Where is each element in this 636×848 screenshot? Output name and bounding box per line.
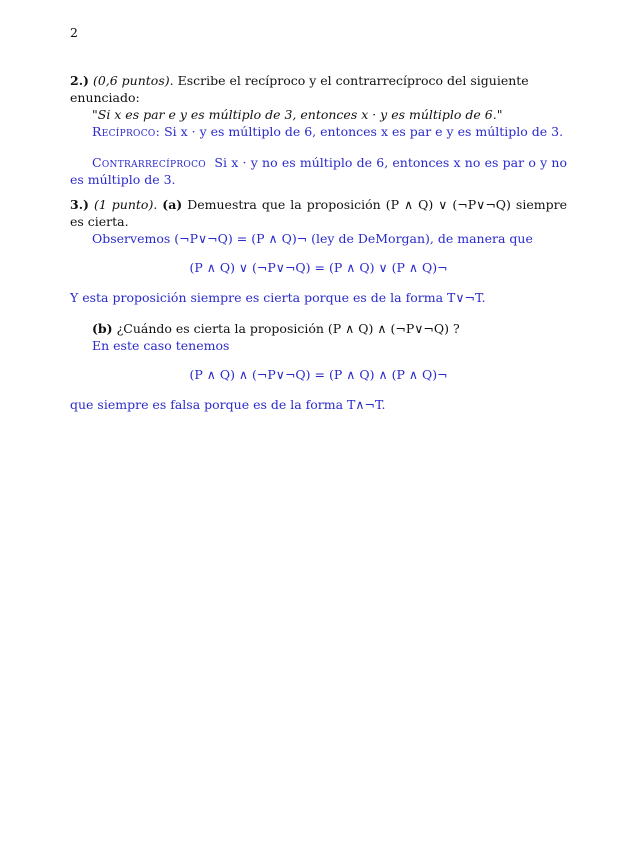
- reciproco-text: Si x · y es múltiplo de 6, entonces x es par e y es múltiplo de 3.: [164, 124, 564, 139]
- equation-1: (P ∧ Q) ∨ (¬P∨¬Q) = (P ∧ Q) ∨ (P ∧ Q)¬: [189, 260, 448, 275]
- equation-2: (P ∧ Q) ∧ (¬P∨¬Q) = (P ∧ Q) ∧ (P ∧ Q)¬: [189, 367, 448, 382]
- page-number: 2: [70, 25, 78, 40]
- contrarreciproco-answer: [70, 154, 567, 188]
- question-2-quote-text: "Si x es par e y es múltiplo de 3, entonces x · y es múltiplo de 6.": [92, 107, 503, 122]
- question-2-points: (0,6 puntos).: [92, 73, 174, 88]
- observation: Observemos (¬P∨¬Q) = (P ∧ Q)¬ (ley de DeMorgan), de manera que: [92, 231, 533, 246]
- part-b-label: (b): [92, 321, 113, 336]
- part-b-text: ¿Cuándo es cierta la proposición (P ∧ Q) ∧ (¬P∨¬Q) ?: [116, 321, 460, 336]
- case-text: En este caso tenemos: [92, 338, 230, 353]
- question-2: [70, 72, 567, 106]
- question-2-label: 2.): [70, 73, 89, 88]
- page-content: [70, 72, 567, 413]
- reciproco-label: Recíproco:: [92, 124, 161, 139]
- part-b: [70, 320, 567, 337]
- conclusion-a: Y esta proposición siempre es cierta porque es de la forma T∨¬T.: [70, 290, 486, 305]
- question-2-statement: Escribe el recíproco y el contrarrecíproco del siguiente enunciado:: [70, 73, 529, 105]
- question-3-label: 3.): [70, 197, 89, 212]
- part-a-label: (a): [162, 197, 183, 212]
- question-3: [70, 196, 567, 230]
- question-3-points: (1 punto).: [93, 197, 158, 212]
- conclusion-b: que siempre es falsa porque es de la forma T∧¬T.: [70, 397, 386, 412]
- part-a-text: Demuestra que la proposición (P ∧ Q) ∨ (¬P∨¬Q) siempre es cierta.: [70, 197, 567, 229]
- reciproco-answer: [70, 123, 567, 140]
- contrarreciproco-text: Si x · y no es múltiplo de 6, entonces x no es par o y no es múltiplo de 3.: [70, 155, 567, 187]
- question-2-quote: [70, 106, 567, 123]
- contrarreciproco-label: Contrarrecíproco: [92, 155, 206, 170]
